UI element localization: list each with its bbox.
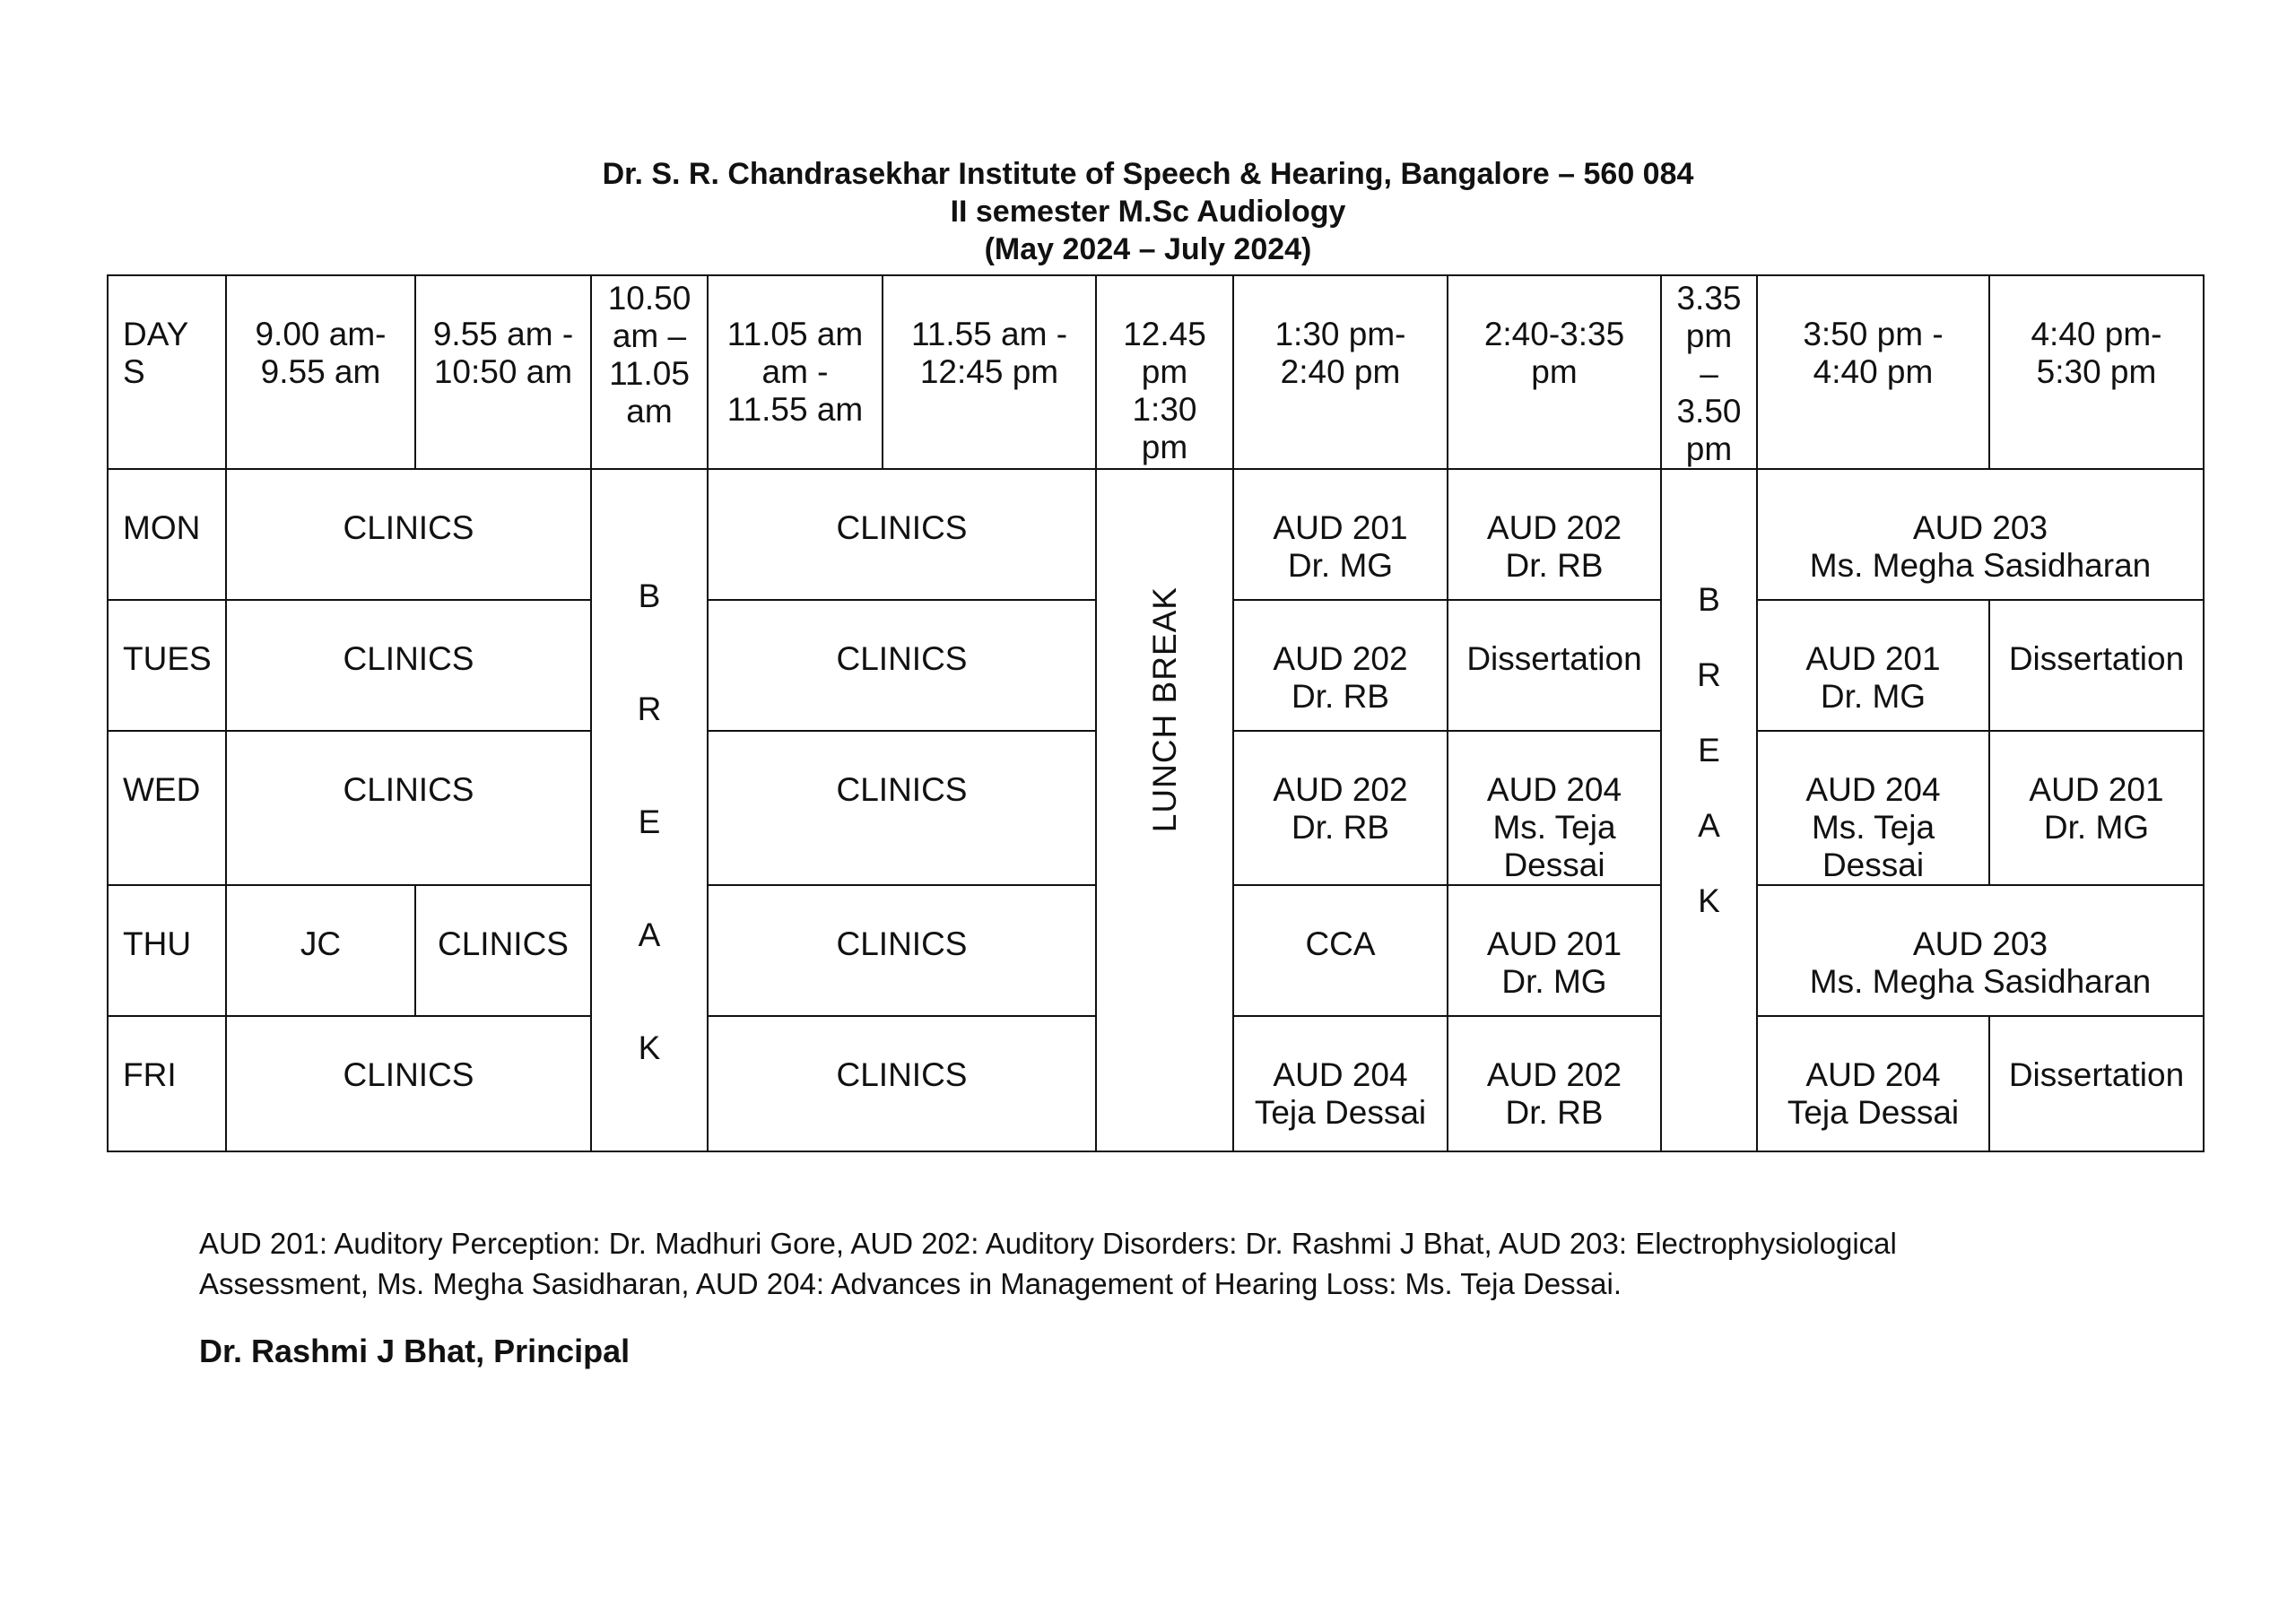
break-letter: A <box>1698 807 1720 844</box>
header-slot-line: pm <box>1685 430 1733 467</box>
break-letter: R <box>637 690 662 727</box>
dissertation-cell: Dissertation <box>1989 1016 2204 1151</box>
course-code: AUD 202 <box>1273 640 1408 677</box>
header-days-line: DAY <box>123 316 189 352</box>
break-letter: B <box>638 578 661 614</box>
course-legend-line: AUD 201: Auditory Perception: Dr. Madhuri Gore, AUD 202: Auditory Disorders: Dr. Rashmi J Bhat, AUD 203: Electrophysiological <box>199 1227 1897 1260</box>
header-slot-line: 9.55 am <box>260 353 381 390</box>
class-cell <box>1757 600 1989 731</box>
class-cell <box>1448 469 1661 600</box>
day-label: FRI <box>108 1016 226 1151</box>
header-slot-7 <box>1233 275 1448 469</box>
course-code: AUD 201 <box>1273 509 1408 546</box>
day-label: WED <box>108 731 226 885</box>
principal-signature: Dr. Rashmi J Bhat, Principal <box>199 1333 631 1369</box>
instructor: Dr. MG <box>1820 678 1926 715</box>
header-slot-line: pm <box>1141 429 1188 465</box>
class-cell <box>1233 469 1448 600</box>
dissertation-cell: Dissertation <box>1448 600 1661 731</box>
break-letter: K <box>1698 882 1720 919</box>
header-slot-line: 2:40-3:35 <box>1483 316 1625 352</box>
header-slot-line: 3.50 <box>1676 393 1742 430</box>
class-cell <box>1989 731 2204 885</box>
break-letter: K <box>638 1029 661 1066</box>
day-label: THU <box>108 885 226 1016</box>
instructor: Ms. Megha Sasidharan <box>1809 963 2152 1000</box>
instructor: Ms. Megha Sasidharan <box>1809 547 2152 584</box>
timetable <box>107 274 2205 1152</box>
course-code: AUD 202 <box>1273 771 1408 808</box>
course-legend-line: Assessment, Ms. Megha Sasidharan, AUD 204: Advances in Management of Hearing Loss: Ms. Teja Dessai. <box>199 1267 1622 1300</box>
header-row <box>108 275 2204 469</box>
course-code: AUD 204 <box>1805 1056 1941 1093</box>
clinics-cell: CLINICS <box>226 731 591 885</box>
instructor: Dr. MG <box>1287 547 1394 584</box>
cca-cell: CCA <box>1233 885 1448 1016</box>
instructor: Dr. RB <box>1505 1094 1604 1131</box>
class-cell <box>1757 1016 1989 1151</box>
journal-club-cell: JC <box>226 885 415 1016</box>
clinics-cell: CLINICS <box>226 469 591 600</box>
date-range: (May 2024 – July 2024) <box>984 232 1312 266</box>
break-letter: E <box>638 803 661 840</box>
header-slot-line: 9.00 am- <box>255 316 387 352</box>
header-slot-line: am - <box>761 353 829 390</box>
header-slot-line: am <box>626 393 673 430</box>
instructor: Ms. Teja <box>1492 809 1616 846</box>
instructor: Dr. RB <box>1505 547 1604 584</box>
header-slot-line: pm <box>1531 353 1578 390</box>
class-cell <box>1757 731 1989 885</box>
class-cell <box>1233 731 1448 885</box>
header-slot-line: 3.35 <box>1676 280 1742 317</box>
header-slot-11 <box>1989 275 2204 469</box>
class-cell <box>1757 885 2204 1016</box>
lunch-break-column <box>1096 469 1233 1151</box>
lunch-break-label: LUNCH BREAK <box>1145 586 1183 833</box>
clinics-cell: CLINICS <box>708 885 1096 1016</box>
header-slot-line: 3:50 pm - <box>1803 316 1944 352</box>
break-letter: B <box>1698 581 1720 618</box>
day-label: MON <box>108 469 226 600</box>
header-slot-2 <box>415 275 591 469</box>
header-slot-line: pm <box>1141 353 1188 390</box>
header-slot-line: 4:40 pm <box>1813 353 1934 390</box>
header-slot-3 <box>591 275 708 469</box>
header-slot-line: – <box>1700 355 1718 392</box>
clinics-cell: CLINICS <box>226 600 591 731</box>
header-slot-line: 2:40 pm <box>1280 353 1401 390</box>
header-slot-line: 10:50 am <box>433 353 573 390</box>
class-cell <box>1233 600 1448 731</box>
header-slot-line: 11.05 <box>609 355 690 392</box>
header-slot-line: pm <box>1685 317 1733 354</box>
header-slot-6 <box>1096 275 1233 469</box>
header-slot-line: 5:30 pm <box>2036 353 2157 390</box>
header-slot-10 <box>1757 275 1989 469</box>
instructor: Dr. MG <box>2043 809 2150 846</box>
class-cell <box>1448 885 1661 1016</box>
row-monday <box>108 469 2204 600</box>
class-cell <box>1448 731 1661 885</box>
course-code: AUD 201 <box>2029 771 2164 808</box>
course-code: AUD 204 <box>1805 771 1941 808</box>
course-code: AUD 202 <box>1486 509 1622 546</box>
break-letter: E <box>1698 732 1720 769</box>
header-days <box>108 275 226 469</box>
course-code: AUD 201 <box>1486 925 1622 962</box>
instructor: Teja Dessai <box>1254 1094 1427 1131</box>
clinics-cell: CLINICS <box>708 731 1096 885</box>
header-slot-4 <box>708 275 883 469</box>
header-slot-line: 12.45 <box>1123 316 1206 352</box>
instructor: Dr. MG <box>1501 963 1607 1000</box>
course-code: AUD 202 <box>1486 1056 1622 1093</box>
day-label: TUES <box>108 600 226 731</box>
clinics-cell: CLINICS <box>708 1016 1096 1151</box>
header-slot-9 <box>1661 275 1757 469</box>
header-slot-8 <box>1448 275 1661 469</box>
header-slot-line: 11.05 am <box>726 316 864 352</box>
header-slot-line: am – <box>612 317 687 354</box>
semester-title: II semester M.Sc Audiology <box>950 195 1346 229</box>
instructor: Teja Dessai <box>1787 1094 1960 1131</box>
clinics-cell: CLINICS <box>708 469 1096 600</box>
class-cell <box>1757 469 2204 600</box>
clinics-cell: CLINICS <box>226 1016 591 1151</box>
break-letter: A <box>638 916 661 953</box>
header-slot-5 <box>883 275 1096 469</box>
header-slot-line: 10.50 <box>607 280 691 317</box>
document-header <box>0 155 2296 268</box>
header-slot-1 <box>226 275 415 469</box>
instructor: Dr. RB <box>1292 809 1389 846</box>
course-legend <box>199 1223 2127 1304</box>
instructor: Ms. Teja <box>1811 809 1935 846</box>
course-code: AUD 203 <box>1912 925 2048 962</box>
clinics-cell: CLINICS <box>708 600 1096 731</box>
header-slot-line: 11.55 am - <box>910 316 1068 352</box>
clinics-cell: CLINICS <box>415 885 591 1016</box>
header-slot-line: 9.55 am - <box>432 316 574 352</box>
course-code: AUD 201 <box>1805 640 1941 677</box>
class-cell <box>1448 1016 1661 1151</box>
afternoon-break-column <box>1661 469 1757 1151</box>
header-slot-line: 12:45 pm <box>919 353 1059 390</box>
header-slot-line: 11.55 am <box>726 391 864 428</box>
course-code: AUD 203 <box>1912 509 2048 546</box>
instructor: Dr. RB <box>1292 678 1389 715</box>
header-days-line: S <box>123 353 145 390</box>
course-code: AUD 204 <box>1486 771 1622 808</box>
break-letter: R <box>1697 656 1721 693</box>
header-slot-line: 4:40 pm- <box>2031 316 2162 352</box>
instructor: Dessai <box>1503 847 1605 883</box>
dissertation-cell: Dissertation <box>1989 600 2204 731</box>
header-slot-line: 1:30 pm- <box>1274 316 1406 352</box>
instructor: Dessai <box>1822 847 1925 883</box>
course-code: AUD 204 <box>1273 1056 1408 1093</box>
tea-break-column <box>591 469 708 1151</box>
class-cell <box>1233 1016 1448 1151</box>
institute-title: Dr. S. R. Chandrasekhar Institute of Speech & Hearing, Bangalore – 560 084 <box>602 157 1694 191</box>
header-slot-line: 1:30 <box>1132 391 1197 428</box>
